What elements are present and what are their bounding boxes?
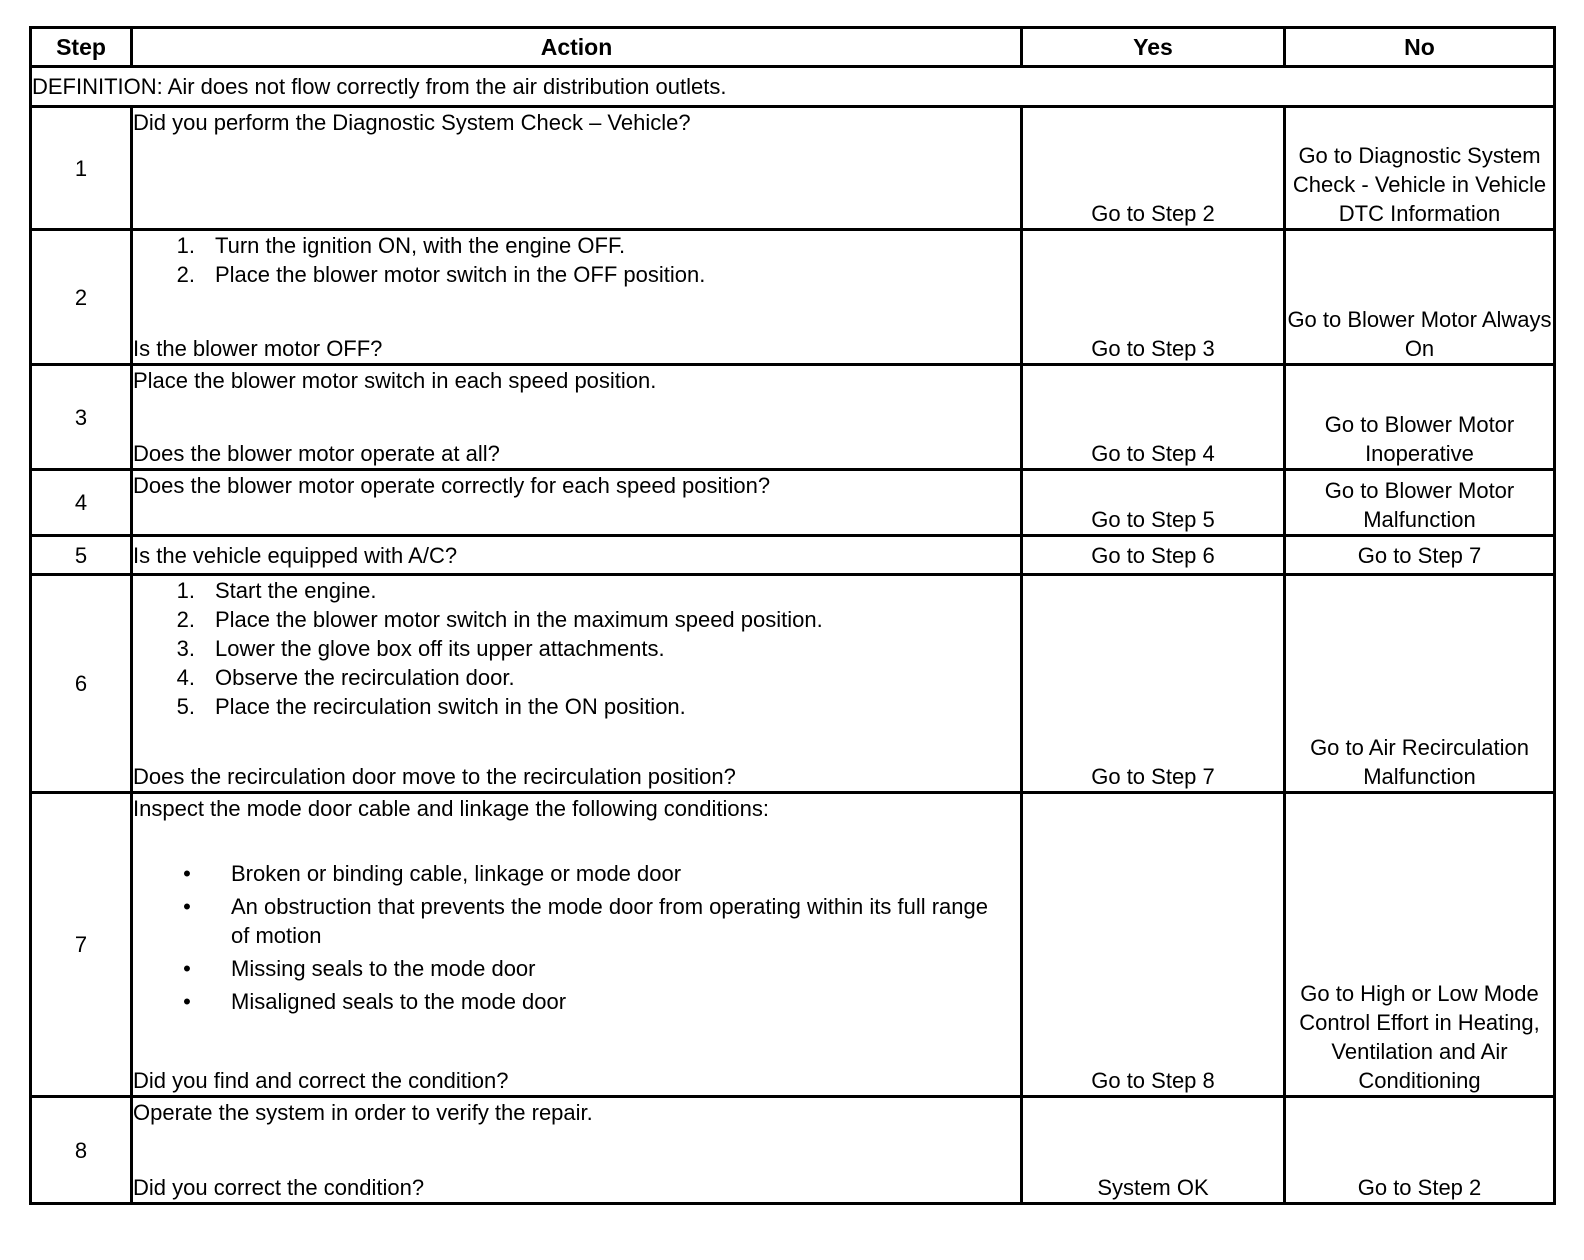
action-question: Did you correct the condition? bbox=[133, 1175, 425, 1200]
bullet-icon: • bbox=[183, 894, 191, 919]
header-step: Step bbox=[31, 28, 132, 67]
action-cell bbox=[132, 575, 1022, 793]
no-result: Go to High or Low Mode Control Effort in Heating, Ventilation and Air Conditioning bbox=[1285, 793, 1555, 1097]
header-row bbox=[31, 28, 1555, 67]
table-row bbox=[31, 793, 1555, 1097]
no-result: Go to Step 7 bbox=[1285, 536, 1555, 575]
action-question: Did you find and correct the condition? bbox=[133, 1068, 509, 1093]
table-row bbox=[31, 365, 1555, 470]
table-row bbox=[31, 536, 1555, 575]
no-result: Go to Air Recirculation Malfunction bbox=[1285, 575, 1555, 793]
action-cell bbox=[132, 1097, 1022, 1204]
no-result: Go to Blower Motor Inoperative bbox=[1285, 365, 1555, 470]
list-number: 4. bbox=[176, 665, 195, 690]
action-question: Does the blower motor operate at all? bbox=[133, 441, 500, 466]
list-item bbox=[133, 231, 1020, 260]
list-text: Place the blower motor switch in the OFF position. bbox=[215, 262, 706, 287]
step-number: 3 bbox=[31, 365, 132, 470]
list-item bbox=[133, 260, 1020, 289]
list-text: Misaligned seals to the mode door bbox=[231, 989, 567, 1014]
table-row bbox=[31, 230, 1555, 365]
step-number: 4 bbox=[31, 470, 132, 536]
action-question: Is the vehicle equipped with A/C? bbox=[133, 542, 458, 568]
yes-result: Go to Step 2 bbox=[1022, 107, 1285, 230]
list-item bbox=[133, 859, 1020, 888]
list-item bbox=[133, 892, 1020, 950]
list-item bbox=[133, 692, 1020, 721]
list-text: Start the engine. bbox=[215, 578, 377, 603]
no-result: Go to Step 2 bbox=[1285, 1097, 1555, 1204]
yes-result: Go to Step 8 bbox=[1022, 793, 1285, 1097]
yes-result: Go to Step 5 bbox=[1022, 470, 1285, 536]
action-question: Is the blower motor OFF? bbox=[133, 336, 383, 361]
list-text: Observe the recirculation door. bbox=[215, 665, 515, 690]
list-item bbox=[133, 987, 1020, 1016]
table-row bbox=[31, 575, 1555, 793]
table-row bbox=[31, 470, 1555, 536]
action-question: Does the blower motor operate correctly for each speed position? bbox=[133, 473, 771, 498]
step-number: 8 bbox=[31, 1097, 132, 1204]
numbered-list bbox=[133, 576, 1020, 721]
bullet-icon: • bbox=[183, 861, 191, 886]
table-row bbox=[31, 1097, 1555, 1204]
action-cell bbox=[132, 107, 1022, 230]
bullet-icon: • bbox=[183, 956, 191, 981]
step-number: 6 bbox=[31, 575, 132, 793]
action-cell bbox=[132, 536, 1022, 575]
yes-result: Go to Step 3 bbox=[1022, 230, 1285, 365]
list-item bbox=[133, 663, 1020, 692]
list-text: Broken or binding cable, linkage or mode door bbox=[231, 861, 682, 886]
action-question: Does the recirculation door move to the recirculation position? bbox=[133, 764, 736, 789]
yes-result: Go to Step 4 bbox=[1022, 365, 1285, 470]
bullet-icon: • bbox=[183, 989, 191, 1014]
list-number: 5. bbox=[176, 694, 195, 719]
header-no: No bbox=[1285, 28, 1555, 67]
list-number: 2. bbox=[176, 262, 195, 287]
yes-result: Go to Step 7 bbox=[1022, 575, 1285, 793]
list-number: 1. bbox=[176, 578, 195, 603]
bullet-list bbox=[133, 859, 1020, 1016]
list-text: An obstruction that prevents the mode door from operating within its full range of motion bbox=[231, 894, 988, 948]
list-item bbox=[133, 576, 1020, 605]
no-result: Go to Blower Motor Malfunction bbox=[1285, 470, 1555, 536]
list-number: 2. bbox=[176, 607, 195, 632]
header-yes: Yes bbox=[1022, 28, 1285, 67]
no-result: Go to Diagnostic System Check - Vehicle in Vehicle DTC Information bbox=[1285, 107, 1555, 230]
step-number: 2 bbox=[31, 230, 132, 365]
action-cell bbox=[132, 230, 1022, 365]
list-text: Lower the glove box off its upper attachments. bbox=[215, 636, 665, 661]
definition-text: DEFINITION: Air does not flow correctly from the air distribution outlets. bbox=[31, 67, 1555, 107]
list-text: Turn the ignition ON, with the engine OFF. bbox=[215, 233, 626, 258]
step-number: 5 bbox=[31, 536, 132, 575]
list-item bbox=[133, 634, 1020, 663]
yes-result: System OK bbox=[1022, 1097, 1285, 1204]
action-cell bbox=[132, 793, 1022, 1097]
list-text: Missing seals to the mode door bbox=[231, 956, 536, 981]
table-row bbox=[31, 107, 1555, 230]
step-number: 1 bbox=[31, 107, 132, 230]
yes-result: Go to Step 6 bbox=[1022, 536, 1285, 575]
list-item bbox=[133, 605, 1020, 634]
list-number: 1. bbox=[176, 233, 195, 258]
list-text: Place the blower motor switch in the maximum speed position. bbox=[215, 607, 823, 632]
action-cell bbox=[132, 470, 1022, 536]
action-instruction: Place the blower motor switch in each speed position. bbox=[133, 368, 657, 393]
numbered-list bbox=[133, 231, 1020, 289]
step-number: 7 bbox=[31, 793, 132, 1097]
action-cell bbox=[132, 365, 1022, 470]
header-action: Action bbox=[132, 28, 1022, 67]
definition-row bbox=[31, 67, 1555, 107]
list-text: Place the recirculation switch in the ON position. bbox=[215, 694, 686, 719]
no-result: Go to Blower Motor Always On bbox=[1285, 230, 1555, 365]
action-instruction: Operate the system in order to verify the repair. bbox=[133, 1100, 593, 1125]
list-item bbox=[133, 954, 1020, 983]
action-question: Did you perform the Diagnostic System Check – Vehicle? bbox=[133, 110, 691, 135]
action-instruction: Inspect the mode door cable and linkage the following conditions: bbox=[133, 796, 769, 821]
list-number: 3. bbox=[176, 636, 195, 661]
diagnostic-table bbox=[29, 26, 1556, 1205]
